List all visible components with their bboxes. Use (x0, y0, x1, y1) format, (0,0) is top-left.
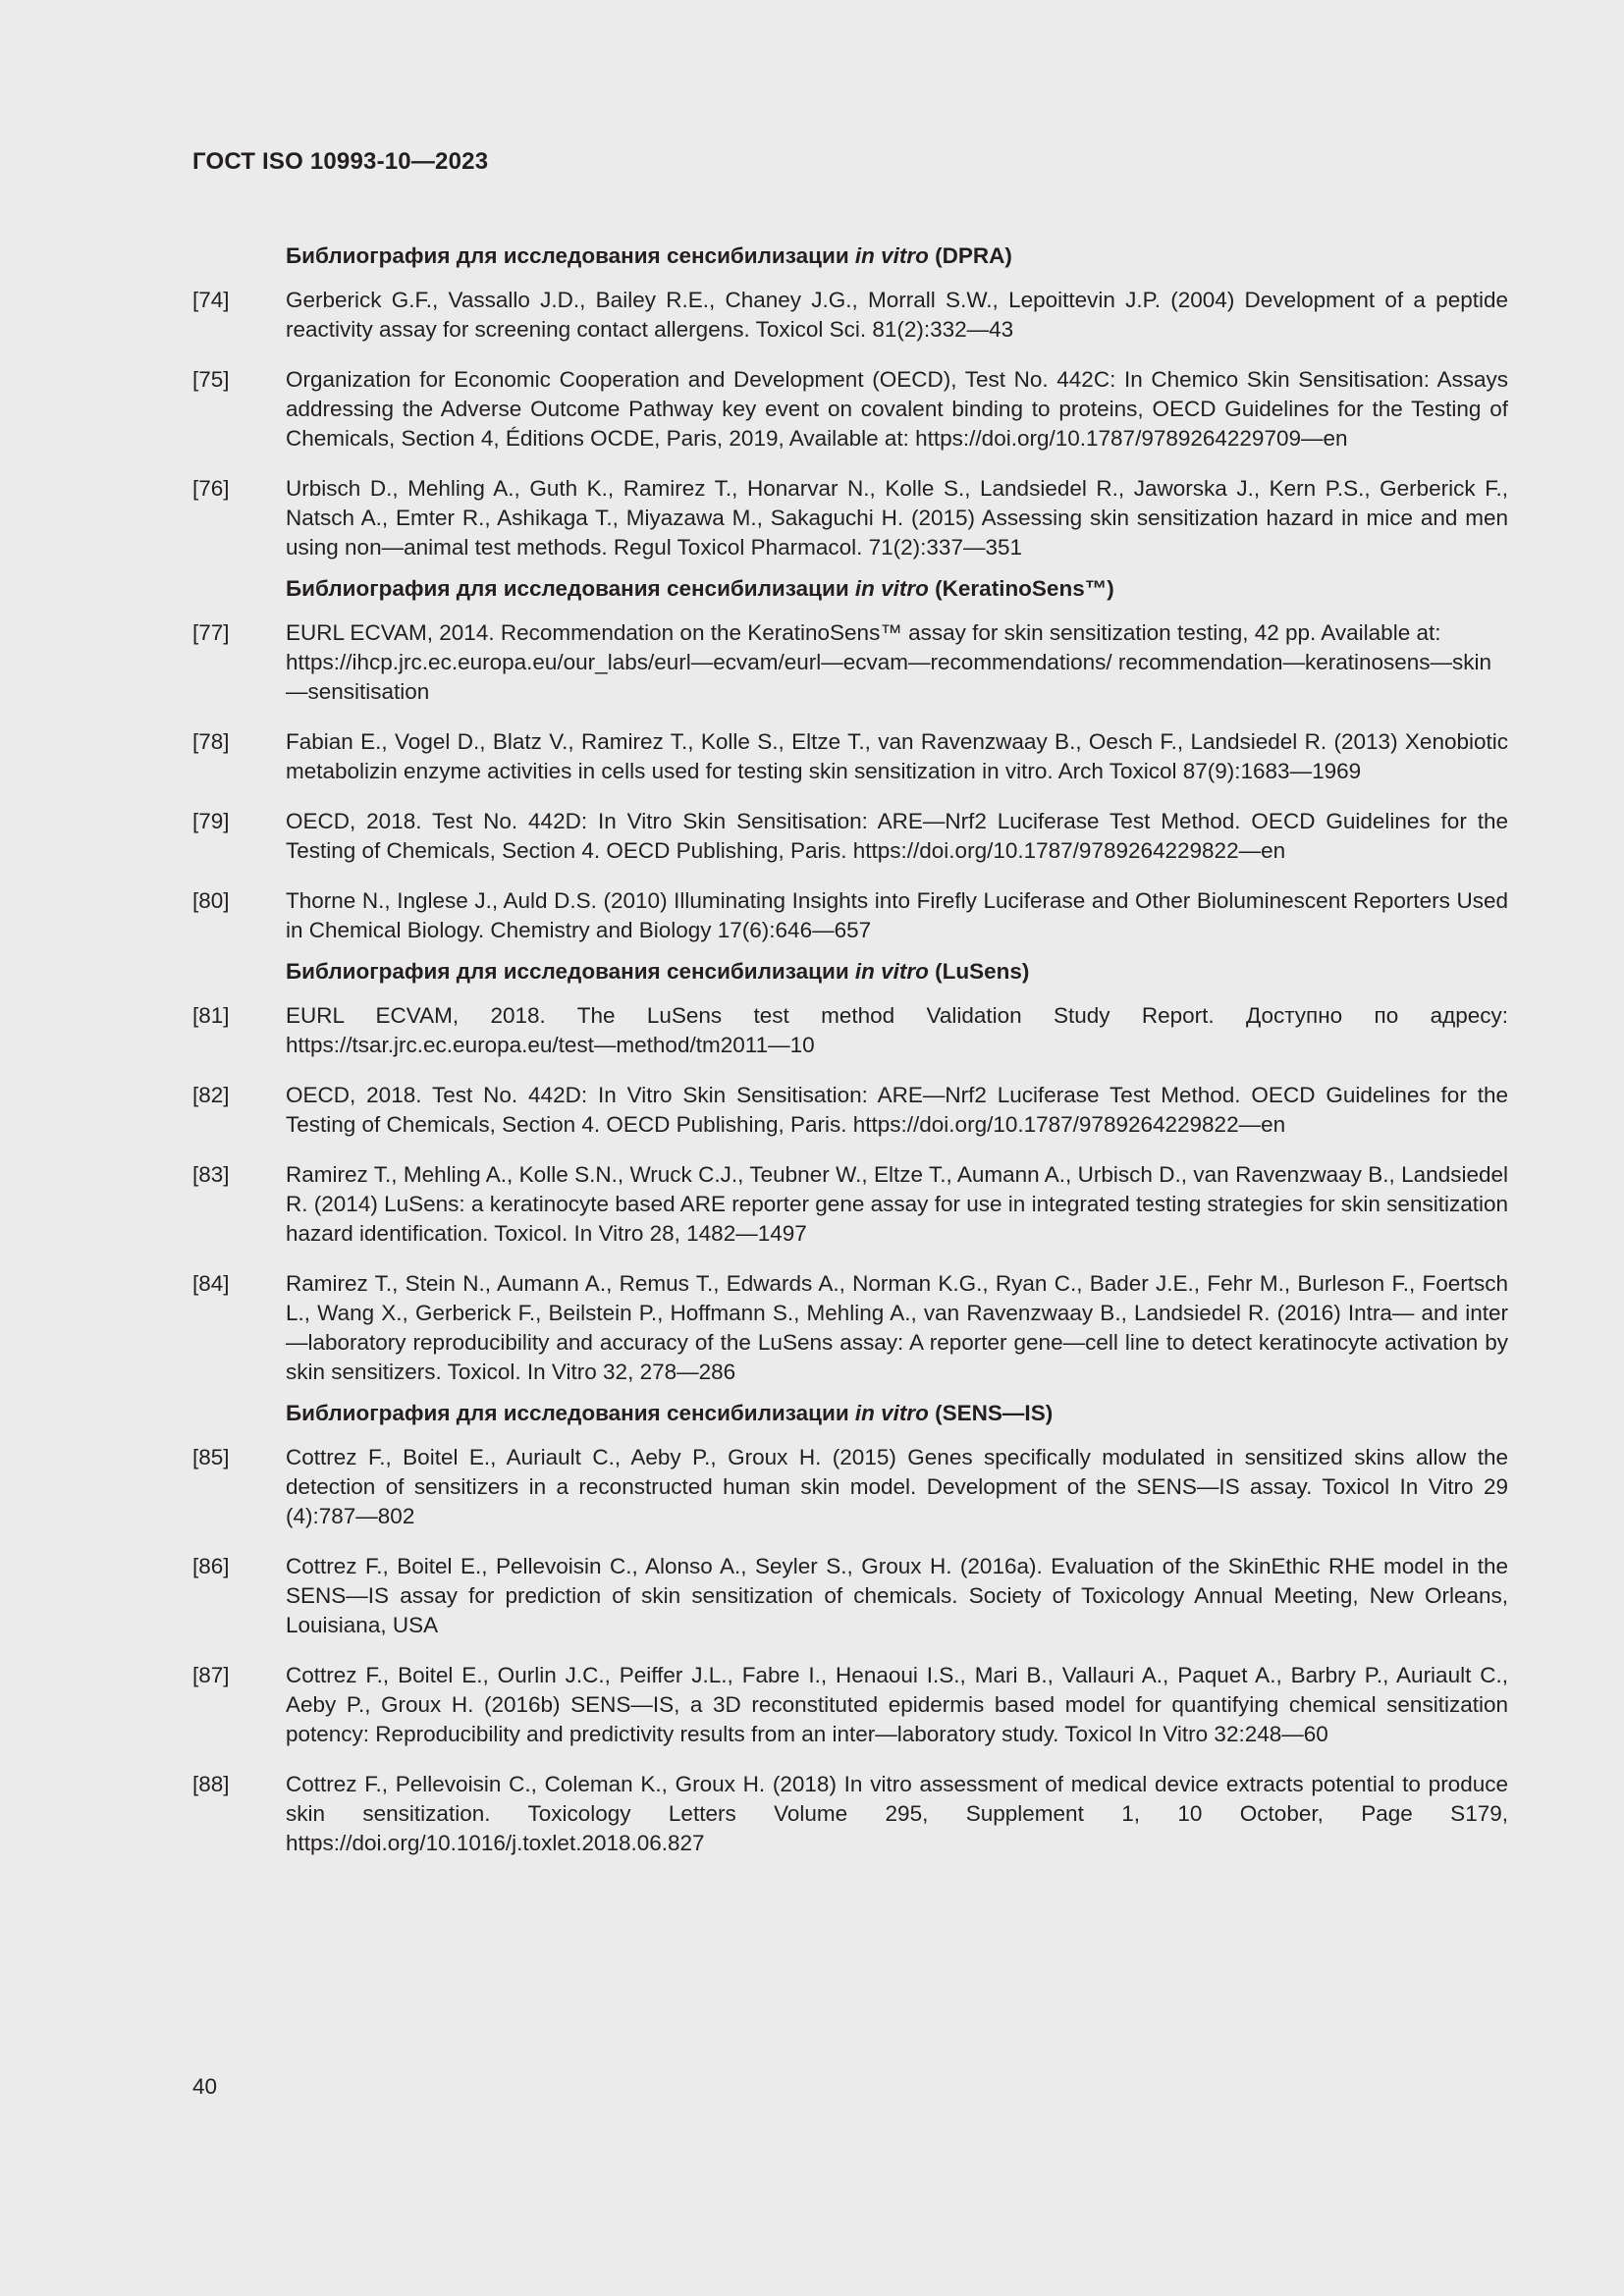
reference-entry (192, 286, 1508, 345)
reference-text: Ramirez T., Stein N., Aumann A., Remus T., Edwards A., Norman K.G., Ryan C., Bader J.E., Fehr M., Burleson F., Foertsch L., Wang X., Gerberick F., Beilstein P., Hoffmann S., Mehling A., van Ravenzwaay B., Landsiedel R. (2016) Intra— and inter—laboratory reproducibility and accuracy of the LuSens assay: A reporter gene—cell line to detect keratinocyte activation by skin sensitizers. Toxicol. In Vitro 32, 278—286 (286, 1271, 1508, 1384)
bibliography-section-dpra (192, 241, 1508, 562)
section-title-prefix: Библиография для исследования сенсибилизации (286, 576, 855, 601)
reference-number: [87] (192, 1663, 230, 1687)
reference-text: Cottrez F., Boitel E., Pellevoisin C., Alonso A., Seyler S., Groux H. (2016a). Evaluation of the SkinEthic RHE model in the SENS—IS assay for prediction of skin sensitization of chemicals. Society of Toxicology Annual Meeting, New Orleans, Louisiana, USA (286, 1554, 1508, 1637)
reference-entry (192, 1552, 1508, 1640)
reference-number: [83] (192, 1162, 230, 1187)
reference-text: OECD, 2018. Test No. 442D: In Vitro Skin Sensitisation: ARE—Nrf2 Luciferase Test Method. OECD Guidelines for the Testing of Chemicals, Section 4. OECD Publishing, Paris. https://doi.org/10.1787/9789264229822—en (286, 809, 1508, 863)
section-title-italic: in vitro (854, 1401, 929, 1425)
reference-number: [79] (192, 809, 230, 833)
bibliography-section-sens-is (192, 1399, 1508, 1858)
section-title (286, 957, 1508, 987)
section-title (286, 1399, 1508, 1428)
page-number: 40 (192, 2074, 218, 2099)
bibliography-section-lusens (192, 957, 1508, 1387)
reference-entry (192, 886, 1508, 945)
section-title (286, 574, 1508, 604)
reference-entry (192, 727, 1508, 786)
reference-entry (192, 618, 1508, 707)
section-title-prefix: Библиография для исследования сенсибилизации (286, 243, 855, 268)
reference-number: [86] (192, 1554, 230, 1578)
reference-number: [75] (192, 367, 230, 392)
reference-text: Thorne N., Inglese J., Auld D.S. (2010) Illuminating Insights into Firefly Luciferase and Other Bioluminescent Reporters Used in Chemical Biology. Chemistry and Biology 17(6):646—657 (286, 888, 1508, 942)
reference-number: [76] (192, 476, 230, 501)
bibliography (192, 241, 1508, 1879)
section-title-prefix: Библиография для исследования сенсибилизации (286, 1401, 855, 1425)
document-header: ГОСТ ISO 10993-10—2023 (192, 148, 489, 175)
reference-number: [80] (192, 888, 230, 913)
reference-text: Cottrez F., Pellevoisin C., Coleman K., Groux H. (2018) In vitro assessment of medical device extracts potential to produce skin sensitization. Toxicology Letters Volume 295, Supplement 1, 10 October, Page S179, https://doi.org/10.1016/j.toxlet.2018.06.827 (286, 1772, 1508, 1855)
section-title-prefix: Библиография для исследования сенсибилизации (286, 959, 855, 984)
reference-text: Cottrez F., Boitel E., Auriault C., Aeby P., Groux H. (2015) Genes specifically modulated in sensitized skins allow the detection of sensitizers in a reconstructed human skin model. Development of the SENS—IS assay. Toxicol In Vitro 29 (4):787—802 (286, 1445, 1508, 1528)
reference-entry (192, 1661, 1508, 1749)
reference-number: [88] (192, 1772, 230, 1796)
reference-entry (192, 807, 1508, 866)
section-title-suffix: (LuSens) (928, 959, 1030, 984)
section-title-suffix: (SENS—IS) (928, 1401, 1054, 1425)
reference-text: Urbisch D., Mehling A., Guth K., Ramirez T., Honarvar N., Kolle S., Landsiedel R., Jaworska J., Kern P.S., Gerberick F., Natsch A., Emter R., Ashikaga T., Miyazawa M., Sakaguchi H. (2015) Assessing skin sensitization hazard in mice and men using non—animal test methods. Regul Toxicol Pharmacol. 71(2):337—351 (286, 476, 1508, 560)
section-title-italic: in vitro (854, 576, 929, 601)
reference-text: Cottrez F., Boitel E., Ourlin J.C., Peiffer J.L., Fabre I., Henaoui I.S., Mari B., Vallauri A., Paquet A., Barbry P., Auriault C., Aeby P., Groux H. (2016b) SENS—IS, a 3D reconstituted epidermis based model for quantifying chemical sensitization potency: Reproducibility and predictivity results from an inter—laboratory study. Toxicol In Vitro 32:248—60 (286, 1663, 1508, 1746)
reference-number: [84] (192, 1271, 230, 1296)
reference-text: Ramirez T., Mehling A., Kolle S.N., Wruck C.J., Teubner W., Eltze T., Aumann A., Urbisch D., van Ravenzwaay B., Landsiedel R. (2014) LuSens: a keratinocyte based ARE reporter gene assay for use in integrated testing strategies for skin sensitization hazard identification. Toxicol. In Vitro 28, 1482—1497 (286, 1162, 1508, 1246)
section-title (286, 241, 1508, 271)
reference-number: [74] (192, 288, 230, 312)
section-title-italic: in vitro (854, 959, 929, 984)
bibliography-section-keratinosens (192, 574, 1508, 945)
reference-number: [85] (192, 1445, 230, 1469)
reference-number: [78] (192, 729, 230, 754)
section-title-suffix: (DPRA) (928, 243, 1012, 268)
reference-number: [77] (192, 620, 230, 645)
reference-number: [81] (192, 1003, 230, 1028)
reference-text: EURL ECVAM, 2014. Recommendation on the KeratinoSens™ assay for skin sensitization testing, 42 pp. Available at: https://ihcp.jrc.ec.europa.eu/our_labs/eurl—ecvam/eurl—ecvam—recommendations/ recommendation—keratinosens—skin—sensitisation (286, 620, 1492, 704)
reference-entry (192, 365, 1508, 454)
reference-entry (192, 1001, 1508, 1060)
reference-text: EURL ECVAM, 2018. The LuSens test method Validation Study Report. Доступно по адресу: https://tsar.jrc.ec.europa.eu/test—method/tm2011—10 (286, 1003, 1508, 1057)
reference-text: OECD, 2018. Test No. 442D: In Vitro Skin Sensitisation: ARE—Nrf2 Luciferase Test Method. OECD Guidelines for the Testing of Chemicals, Section 4. OECD Publishing, Paris. https://doi.org/10.1787/9789264229822—en (286, 1083, 1508, 1137)
reference-entry (192, 474, 1508, 562)
section-title-suffix: (KeratinoSens™) (928, 576, 1114, 601)
reference-entry (192, 1770, 1508, 1858)
reference-entry (192, 1443, 1508, 1531)
reference-text: Gerberick G.F., Vassallo J.D., Bailey R.E., Chaney J.G., Morrall S.W., Lepoittevin J.P. (2004) Development of a peptide reactivity assay for screening contact allergens. Toxicol Sci. 81(2):332—43 (286, 288, 1508, 342)
reference-entry (192, 1160, 1508, 1249)
reference-text: Organization for Economic Cooperation and Development (OECD), Test No. 442C: In Chemico Skin Sensitisation: Assays addressing the Adverse Outcome Pathway key event on covalent binding to proteins, OECD Guidelines for the Testing of Chemicals, Section 4, Éditions OCDE, Paris, 2019, Available at: https://doi.org/10.1787/9789264229709—en (286, 367, 1508, 451)
reference-entry (192, 1269, 1508, 1387)
reference-text: Fabian E., Vogel D., Blatz V., Ramirez T., Kolle S., Eltze T., van Ravenzwaay B., Oesch F., Landsiedel R. (2013) Xenobiotic metabolizin enzyme activities in cells used for testing skin sensitization in vitro. Arch Toxicol 87(9):1683—1969 (286, 729, 1508, 783)
reference-entry (192, 1081, 1508, 1140)
section-title-italic: in vitro (854, 243, 929, 268)
reference-number: [82] (192, 1083, 230, 1107)
